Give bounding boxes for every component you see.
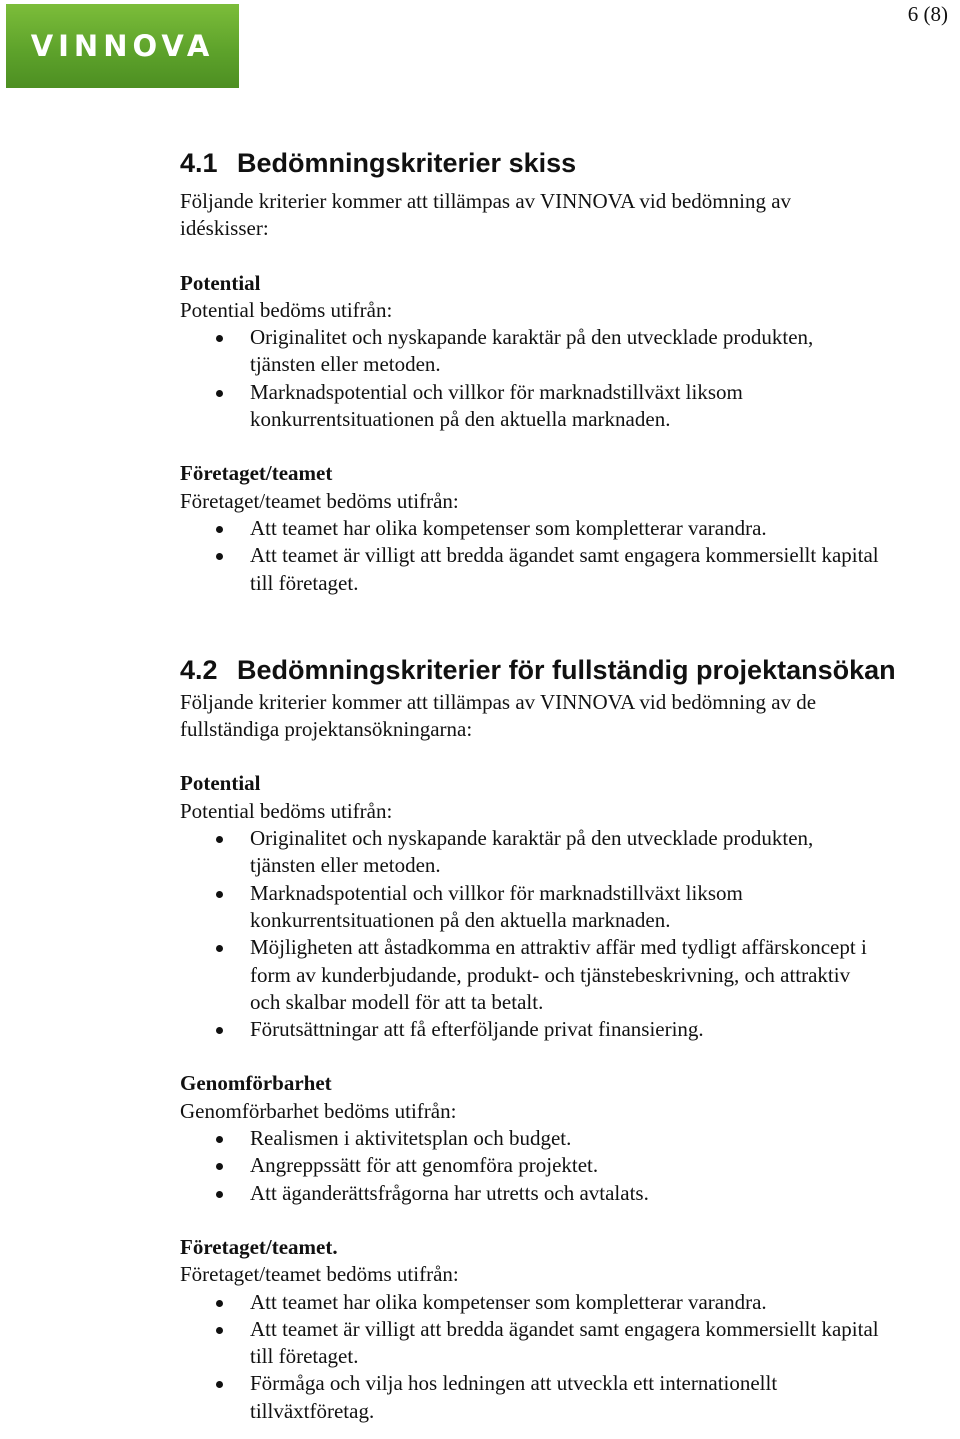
criteria-subheading: Genomförbarhet bedöms utifrån: xyxy=(180,1098,457,1123)
list-item: Att äganderättsfrågorna har utretts och avtalats. xyxy=(180,1180,960,1207)
list-item: Att teamet är villigt att bredda ägandet samt engagera kommersiellt kapital till företaget. xyxy=(180,1316,960,1371)
list-item: Originalitet och nyskapande karaktär på den utvecklade produkten, tjänsten eller metoden. xyxy=(180,825,960,880)
section-intro: Följande kriterier kommer att tillämpas av VINNOVA vid bedömning av de fullständiga projektansökningarna: xyxy=(180,689,817,742)
page-number: 6 (8) xyxy=(907,2,948,26)
list-item: Att teamet har olika kompetenser som kompletterar varandra. xyxy=(180,1289,960,1316)
section-intro: Följande kriterier kommer att tillämpas av VINNOVA vid bedömning av idéskisser: xyxy=(180,189,792,241)
list-item: Förmåga och vilja hos ledningen att utveckla ett internationellt tillväxtföretag. xyxy=(180,1370,960,1425)
list-item: Realismen i aktivitetsplan och budget. xyxy=(180,1125,960,1152)
logo-text: VINNOVA xyxy=(30,29,215,63)
criteria-heading: Potential xyxy=(180,771,261,796)
criteria-list xyxy=(180,825,960,1043)
vinnova-logo xyxy=(6,4,239,88)
criteria-subheading: Potential bedöms utifrån: xyxy=(180,798,393,823)
criteria-heading: Genomförbarhet xyxy=(180,1071,332,1096)
list-item: Angreppssätt för att genomföra projektet. xyxy=(180,1152,960,1179)
section-heading-4-2 xyxy=(180,649,960,689)
document-body xyxy=(180,142,960,1425)
criteria-heading: Företaget/teamet xyxy=(180,461,333,486)
list-item: Möjligheten att åstadkomma en attraktiv affär med tydligt affärskoncept i form av kunderbjudande, produkt- och tjänstebeskrivning, och attraktiv och skalbar modell för att ta betalt. xyxy=(180,934,960,1016)
criteria-subheading: Företaget/teamet bedöms utifrån: xyxy=(180,488,459,513)
criteria-list xyxy=(180,515,960,597)
criteria-list xyxy=(180,1125,960,1207)
section-title: Bedömningskriterier för fullständig projektansökan xyxy=(237,654,896,685)
criteria-list xyxy=(180,324,960,433)
list-item: Förutsättningar att få efterföljande privat finansiering. xyxy=(180,1016,960,1043)
criteria-list xyxy=(180,1289,960,1425)
criteria-subheading: Företaget/teamet bedöms utifrån: xyxy=(180,1262,459,1287)
list-item: Marknadspotential och villkor för marknadstillväxt liksom konkurrentsituationen på den aktuella marknaden. xyxy=(180,379,960,434)
list-item: Att teamet har olika kompetenser som kompletterar varandra. xyxy=(180,515,960,542)
section-heading-4-1 xyxy=(180,142,960,188)
criteria-subheading: Potential bedöms utifrån: xyxy=(180,297,393,322)
list-item: Originalitet och nyskapande karaktär på den utvecklade produkten, tjänsten eller metoden. xyxy=(180,324,960,379)
list-item: Marknadspotential och villkor för marknadstillväxt liksom konkurrentsituationen på den aktuella marknaden. xyxy=(180,880,960,935)
criteria-heading: Företaget/teamet. xyxy=(180,1234,338,1259)
criteria-heading: Potential xyxy=(180,270,261,295)
list-item: Att teamet är villigt att bredda ägandet samt engagera kommersiellt kapital till företaget. xyxy=(180,542,960,597)
section-number: 4.2 xyxy=(180,654,218,685)
section-number: 4.1 xyxy=(180,148,218,178)
section-title: Bedömningskriterier skiss xyxy=(237,148,577,178)
